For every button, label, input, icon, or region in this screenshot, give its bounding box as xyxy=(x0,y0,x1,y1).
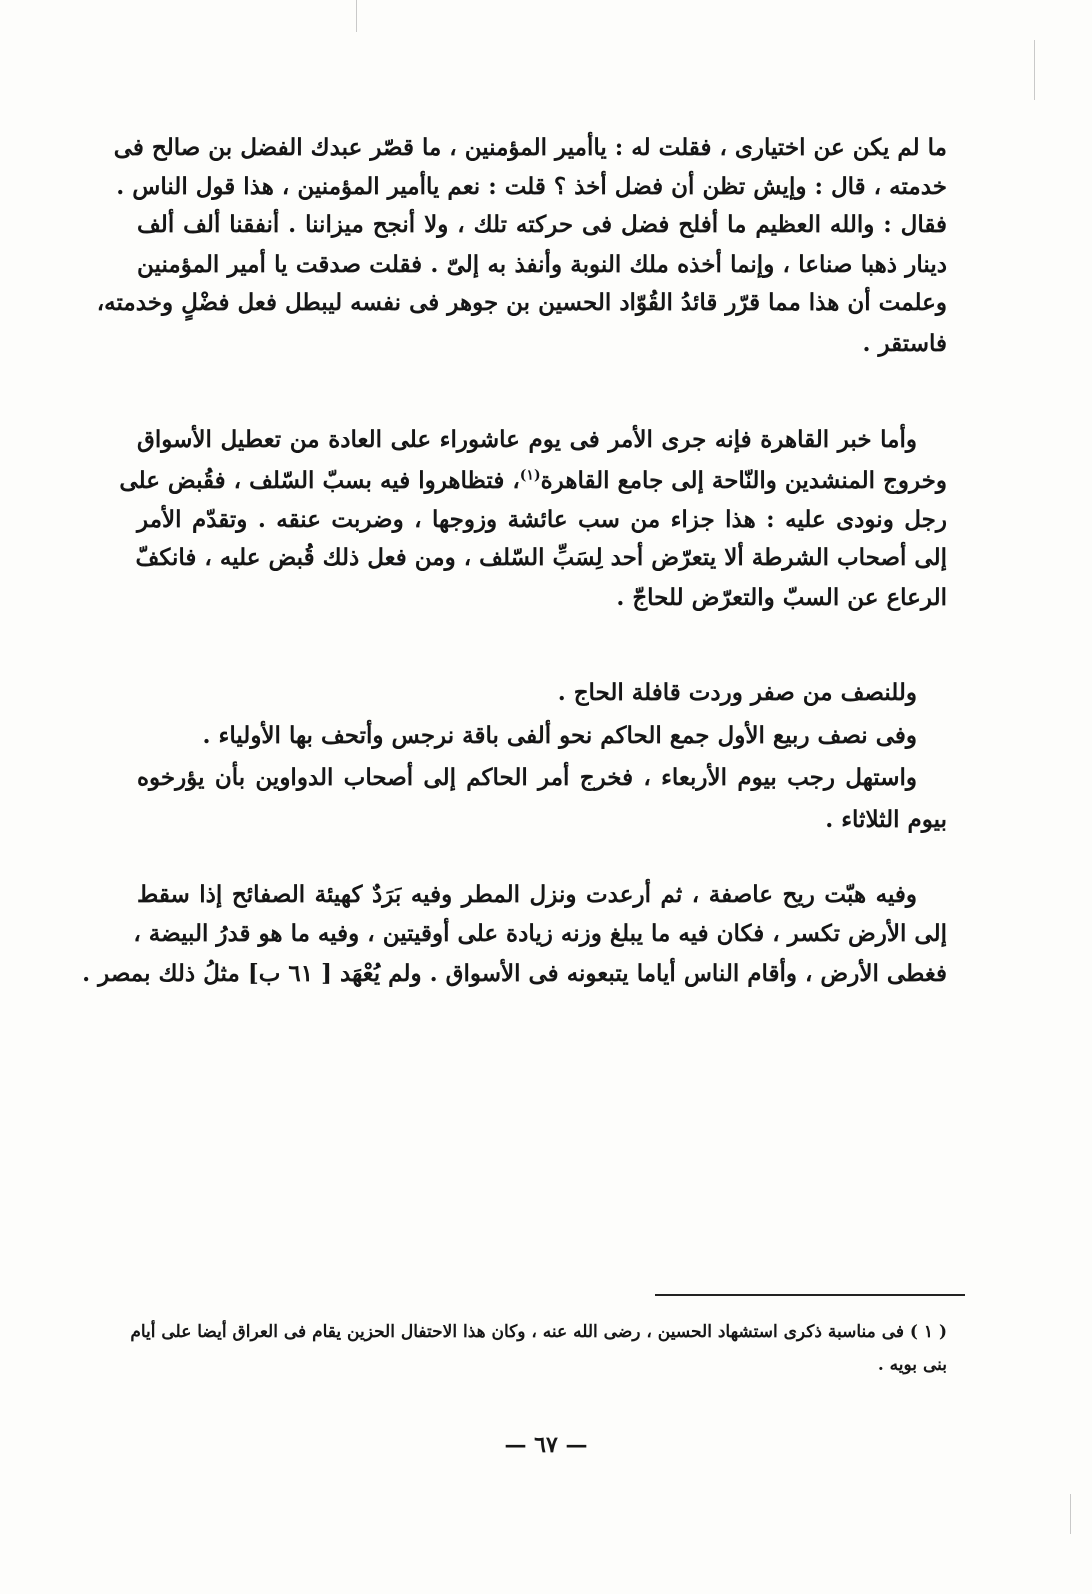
paragraph-1-line-3: فقال : والله العظيم ما أفلح فضل فى حركته تلك ، ولا أنجح ميزاننا . أنفقنا ألف ألف xyxy=(137,211,947,238)
paragraph-2-line-1: وأما خبر القاهرة فإنه جرى الأمر فى يوم عاشوراء على العادة من تعطيل الأسواق xyxy=(137,426,917,453)
paragraph-1-line-4: دينار ذهبا صناعا ، وإنما أخذه ملك النوبة وأنفذ به إلىّ . فقلت صدقت يا أمير المؤمنين xyxy=(137,251,947,278)
paragraph-2-line-4: إلى أصحاب الشرطة ألا يتعرّض أحد لِسَبِّ السّلف ، ومن فعل ذلك قُبض عليه ، فانكفّ xyxy=(135,544,947,571)
paragraph-6-line-1: وفيه هبّت ريح عاصفة ، ثم أرعدت ونزل المطر وفيه بَرَدٌ كهيئة الصفائح إذا سقط xyxy=(137,881,917,908)
paragraph-3: وللنصف من صفر وردت قافلة الحاج . xyxy=(557,679,917,706)
page-number: — ٦٧ — xyxy=(504,1432,588,1458)
paragraph-2-line-3: رجل ونودى عليه : هذا جزاء من سب عائشة وزوجها ، وضربت عنقه . وتقدّم الأمر xyxy=(137,506,947,533)
paragraph-5-line-2: بيوم الثلاثاء . xyxy=(825,806,947,833)
footnote-separator xyxy=(655,1294,965,1296)
footnote-marker: (١) xyxy=(519,467,541,484)
paragraph-6-line-2: إلى الأرض تكسر ، فكان فيه ما يبلغ وزنه زيادة على أوقيتين ، وفيه ما هو قدرُ البيضة ، xyxy=(133,920,947,947)
scan-mark xyxy=(1070,1494,1071,1534)
paragraph-2-line-2-end: ، فتظاهروا فيه بسبّ السّلف ، فقُبض على xyxy=(119,467,520,494)
paragraph-2-line-2-start: وخروج المنشدين والنّاحة إلى جامع القاهرة xyxy=(540,467,947,494)
paragraph-2-line-5: الرعاع عن السبّ والتعرّض للحاجّ . xyxy=(616,584,947,611)
paragraph-5-line-1: واستهل رجب بيوم الأربعاء ، فخرج أمر الحاكم إلى أصحاب الدواوين بأن يؤرخوه xyxy=(137,764,917,791)
paragraph-6-line-3: فغطى الأرض ، وأقام الناس أياما يتبعونه فى الأسواق . ولم يُعْهَد [ ٦١ ب] مثلُ ذلك بمصر . xyxy=(82,960,947,987)
paragraph-1-line-6: فاستقر . xyxy=(862,330,947,357)
scan-mark xyxy=(1034,40,1035,100)
paragraph-1-line-2: خدمته ، قال : وإيش تظن أن فضل أخذ ؟ قلت : نعم ياأمير المؤمنين ، هذا قول الناس . xyxy=(116,173,947,200)
paragraph-1-line-5: وعلمت أن هذا مما قرّر قائدُ القُوّاد الحسين بن جوهر فى نفسه ليبطل فعل فضْلٍ وخدمته، xyxy=(96,289,947,316)
footnote-line-1: ( ١ ) فى مناسبة ذكرى استشهاد الحسين ، رضى الله عنه ، وكان هذا الاحتفال الحزين يقام فى العراق أيضا على أيام xyxy=(130,1322,947,1342)
paragraph-1-line-1: ما لم يكن عن اختيارى ، فقلت له : ياأمير المؤمنين ، ما قصّر عبدك الفضل بن صالح فى xyxy=(113,134,947,161)
paragraph-4: وفى نصف ربيع الأول جمع الحاكم نحو ألفى باقة نرجس وأتحف بها الأولياء . xyxy=(202,722,917,749)
paragraph-2-line-2 xyxy=(119,461,947,501)
footnote-line-2: بنى بويه . xyxy=(877,1355,947,1375)
scan-mark xyxy=(356,0,357,32)
